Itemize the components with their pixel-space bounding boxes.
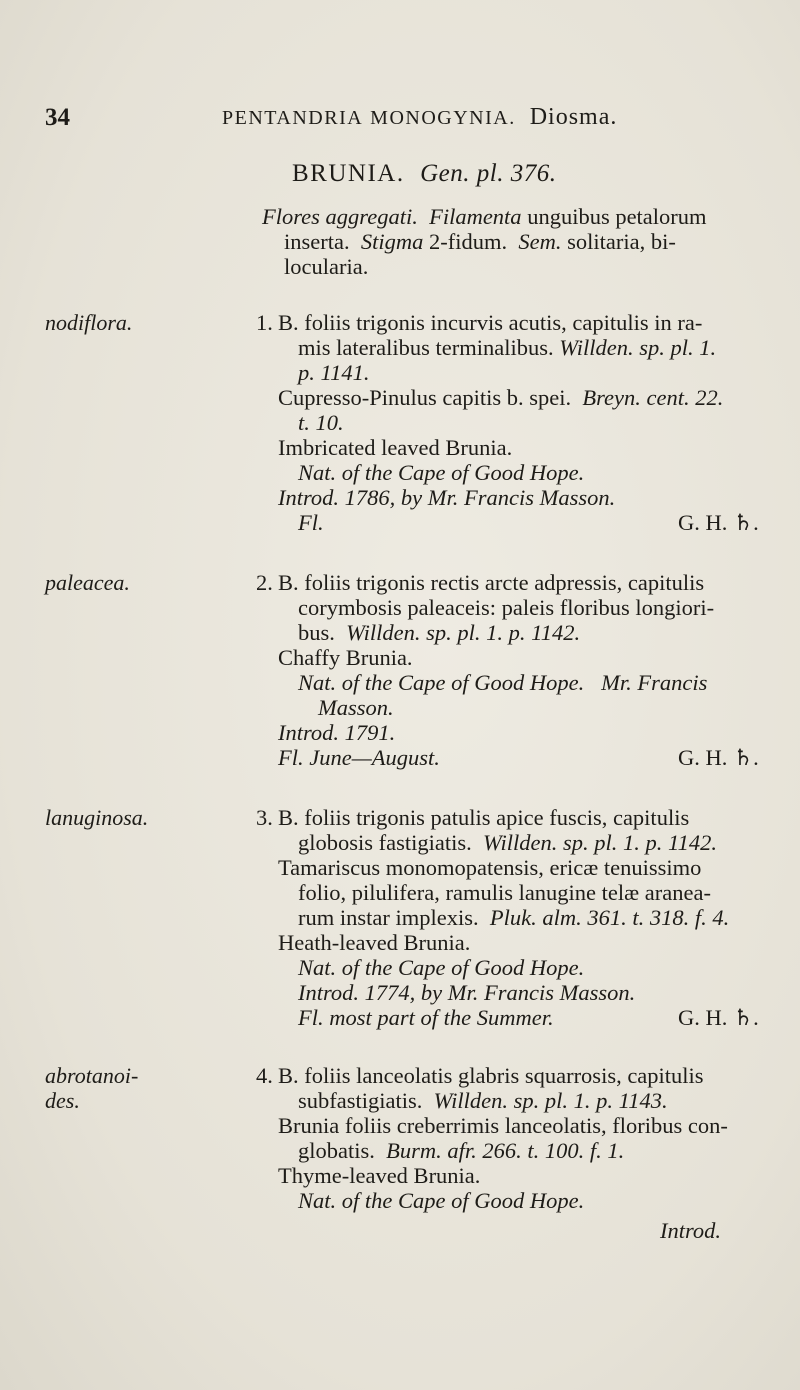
order-name: MONOGYNIA. <box>370 107 516 129</box>
species-2-line-1: B. foliis trigonis rectis arcte adpressis, capitulis <box>278 570 705 595</box>
species-4-line-4: globatis. Burm. afr. 266. t. 100. f. 1. <box>298 1138 625 1163</box>
species-1-margin-name: nodiflora. <box>45 310 133 335</box>
page-number: 34 <box>45 104 70 131</box>
species-2-line-3: bus. Willden. sp. pl. 1. p. 1142. <box>298 620 581 645</box>
species-3-margin-name: lanuginosa. <box>45 805 149 830</box>
species-1-line-1: B. foliis trigonis incurvis acutis, capitulis in ra- <box>278 310 703 335</box>
species-4-margin-name: abrotanoi- <box>45 1063 139 1088</box>
species-4-english-name: Thyme-leaved Brunia. <box>278 1163 481 1188</box>
species-3-native: Nat. of the Cape of Good Hope. <box>298 955 585 980</box>
species-1-line-4: Cupresso-Pinulus capitis b. spei. Breyn. cent. 22. <box>278 385 724 410</box>
species-1-line-3: p. 1141. <box>298 360 370 385</box>
species-3-habitat: G. H. ♄. <box>678 1005 759 1030</box>
species-4-line-3: Brunia foliis creberrimis lanceolatis, floribus con- <box>278 1113 728 1138</box>
species-1-line-5: t. 10. <box>298 410 344 435</box>
character-line-3: locularia. <box>284 254 369 279</box>
species-2-line-2: corymbosis paleaceis: paleis floribus longiori- <box>298 595 715 620</box>
species-4-line-2: subfastigiatis. Willden. sp. pl. 1. p. 1143. <box>298 1088 668 1113</box>
species-3-line-3: Tamariscus monomopatensis, ericæ tenuissimo <box>278 855 702 880</box>
species-2-number: 2. <box>256 570 273 595</box>
genus-heading <box>292 160 556 188</box>
genus-reference: Gen. pl. 376. <box>420 160 557 187</box>
species-4-native: Nat. of the Cape of Good Hope. <box>298 1188 585 1213</box>
genus-name: BRUNIA. <box>292 160 405 187</box>
species-2-english-name: Chaffy Brunia. <box>278 645 413 670</box>
species-2-flowering: Fl. June—August. <box>278 745 440 770</box>
species-3-line-5: rum instar implexis. Pluk. alm. 361. t. 318. f. 4. <box>298 905 730 930</box>
species-4-number: 4. <box>256 1063 273 1088</box>
running-head <box>222 104 617 131</box>
species-1-line-2: mis lateralibus terminalibus. Willden. sp. pl. 1. <box>298 335 717 360</box>
species-1-flowering: Fl. <box>298 510 324 535</box>
species-1-habitat: G. H. ♄. <box>678 510 759 535</box>
catchword: Introd. <box>660 1218 722 1243</box>
species-3-introduced: Introd. 1774, by Mr. Francis Masson. <box>298 980 636 1005</box>
species-3-number: 3. <box>256 805 273 830</box>
species-1-native: Nat. of the Cape of Good Hope. <box>298 460 585 485</box>
species-1-english-name: Imbricated leaved Brunia. <box>278 435 513 460</box>
species-3-english-name: Heath-leaved Brunia. <box>278 930 471 955</box>
character-line-1: Flores aggregati. Filamenta unguibus petalorum <box>262 204 707 229</box>
species-2-native-cont: Masson. <box>318 695 394 720</box>
species-1-number: 1. <box>256 310 273 335</box>
species-2-native: Nat. of the Cape of Good Hope. Mr. Francis <box>298 670 708 695</box>
species-3-line-2: globosis fastigiatis. Willden. sp. pl. 1. p. 1142. <box>298 830 717 855</box>
character-line-2: inserta. Stigma 2-fidum. Sem. solitaria, bi- <box>284 229 676 254</box>
species-3-line-1: B. foliis trigonis patulis apice fuscis, capitulis <box>278 805 690 830</box>
species-2-habitat: G. H. ♄. <box>678 745 759 770</box>
species-3-line-4: folio, pilulifera, ramulis lanugine telæ aranea- <box>298 880 711 905</box>
species-2-margin-name: paleacea. <box>45 570 130 595</box>
species-3-flowering: Fl. most part of the Summer. <box>298 1005 554 1030</box>
species-4-margin-name-cont: des. <box>45 1088 80 1113</box>
class-name: PENTANDRIA <box>222 107 364 129</box>
species-2-introduced: Introd. 1791. <box>278 720 396 745</box>
species-4-line-1: B. foliis lanceolatis glabris squarrosis, capitulis <box>278 1063 704 1088</box>
genus-running: Diosma. <box>529 104 618 130</box>
species-1-introduced: Introd. 1786, by Mr. Francis Masson. <box>278 485 616 510</box>
